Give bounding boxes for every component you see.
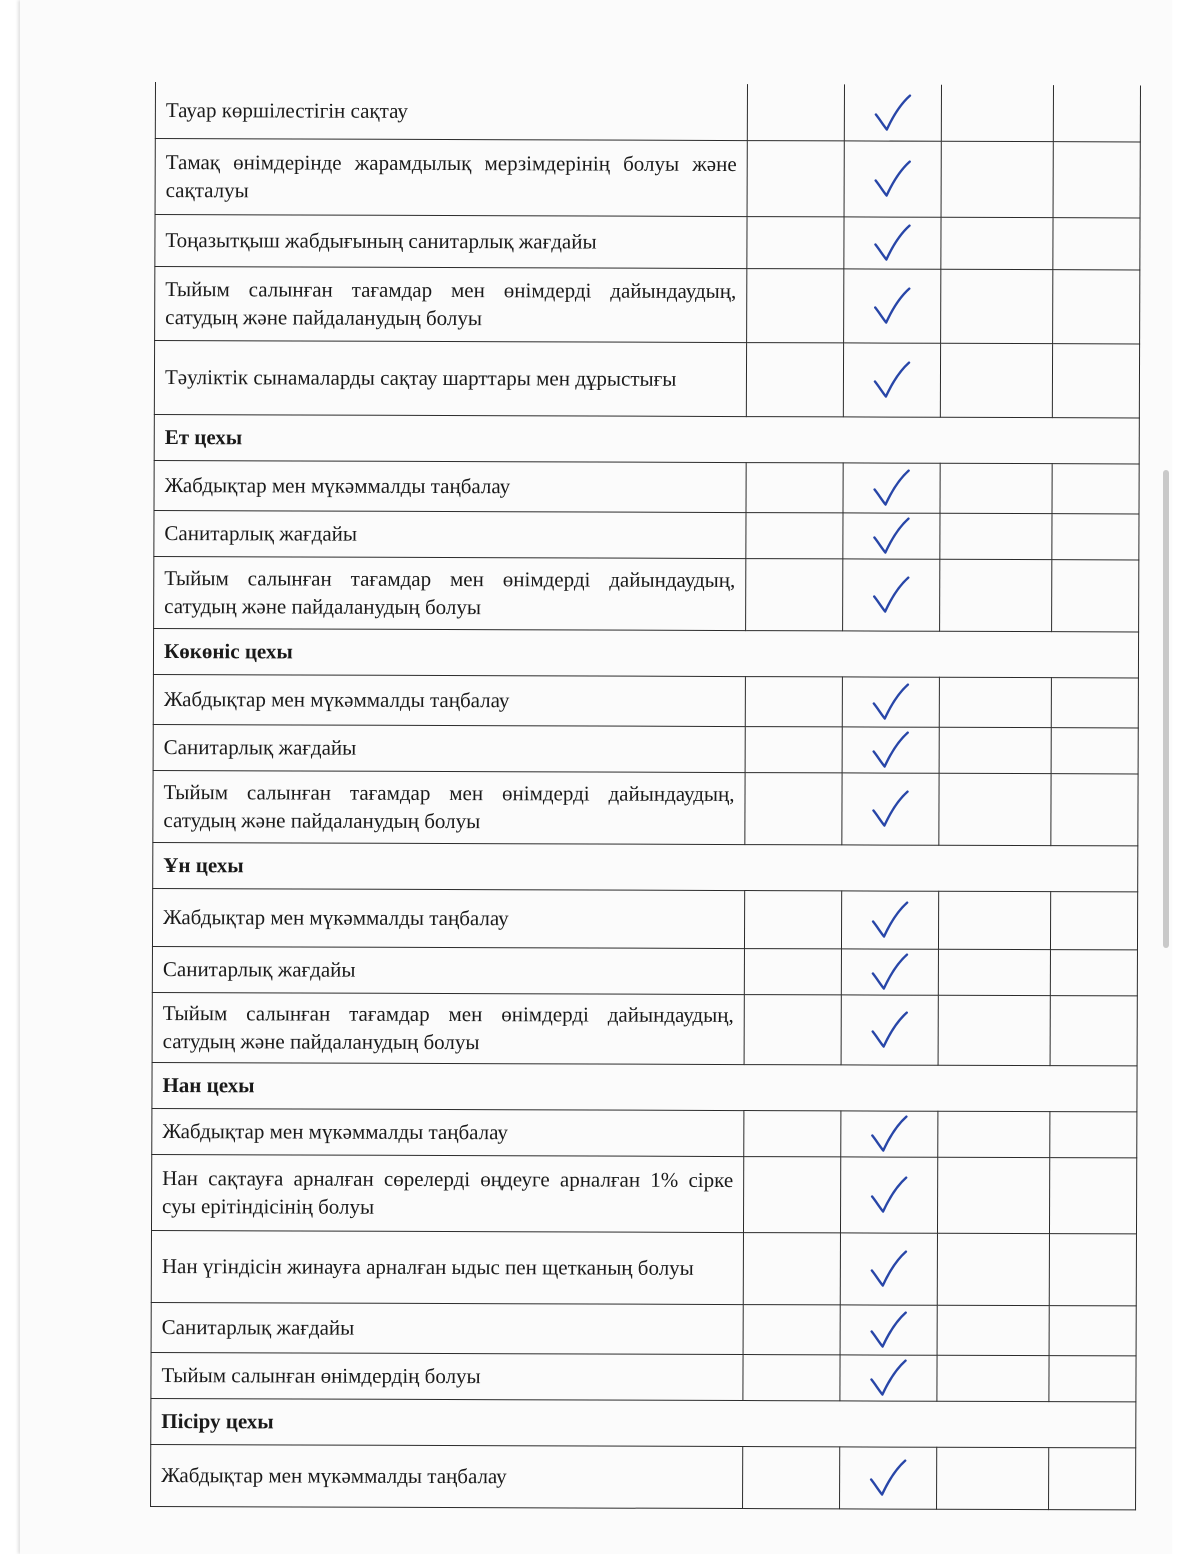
- mark-cell-empty: [937, 1355, 1049, 1401]
- mark-cell-empty: [746, 558, 843, 630]
- mark-cell-empty: [746, 462, 843, 512]
- mark-cell-empty: [937, 1447, 1049, 1509]
- mark-cell-empty: [940, 463, 1052, 513]
- check-mark-icon: [869, 1009, 911, 1049]
- mark-cell-empty: [940, 559, 1052, 631]
- check-mark-icon: [871, 468, 913, 508]
- criterion-label: Жабдықтар мен мүкәммалды таңбалау: [153, 674, 745, 726]
- criterion-label: Тыйым салынған тағамдар мен өнімдерді дайындаудың, сатудың және пайдаланудың болуы: [153, 770, 745, 844]
- mark-cell-checked: [842, 726, 939, 772]
- section-row: [151, 1398, 1136, 1447]
- mark-cell-empty: [746, 342, 843, 416]
- mark-cell-empty: [1052, 559, 1139, 631]
- mark-cell-empty: [938, 995, 1050, 1065]
- mark-cell-empty: [744, 1110, 841, 1156]
- section-row: [153, 842, 1138, 891]
- mark-cell-empty: [1049, 1447, 1136, 1509]
- criterion-label: Жабдықтар мен мүкәммалды таңбалау: [154, 460, 746, 512]
- check-mark-icon: [869, 788, 911, 828]
- check-mark-icon: [871, 223, 913, 263]
- mark-cell-empty: [939, 677, 1051, 727]
- check-mark-icon: [870, 729, 912, 769]
- table-row: [152, 946, 1137, 995]
- criterion-label: Тамақ өнімдерінде жарамдылық мерзімдерінің болуы және сақталуы: [155, 138, 747, 216]
- mark-cell-empty: [939, 773, 1051, 845]
- mark-cell-empty: [745, 772, 842, 844]
- mark-cell-checked: [841, 1110, 938, 1156]
- mark-cell-checked: [844, 84, 941, 140]
- mark-cell-empty: [1051, 677, 1138, 727]
- section-title: Ұн цехы: [153, 842, 1138, 891]
- check-mark-icon: [872, 92, 914, 132]
- table-row: [151, 1154, 1136, 1233]
- mark-cell-checked: [840, 1446, 937, 1508]
- table-row: [155, 82, 1140, 141]
- mark-cell-empty: [747, 84, 844, 140]
- check-mark-icon: [868, 1174, 910, 1214]
- mark-cell-empty: [1049, 1157, 1136, 1233]
- mark-cell-checked: [843, 558, 940, 630]
- table-row: [154, 460, 1139, 513]
- table-row: [151, 1230, 1136, 1305]
- check-mark-icon: [867, 1357, 909, 1397]
- mark-cell-empty: [940, 343, 1052, 417]
- mark-cell-checked: [841, 948, 938, 994]
- mark-cell-empty: [747, 216, 844, 268]
- mark-cell-empty: [1051, 727, 1138, 773]
- table-row: [154, 510, 1139, 559]
- mark-cell-empty: [939, 727, 1051, 773]
- mark-cell-empty: [937, 1305, 1049, 1355]
- section-title: Ет цехы: [154, 414, 1139, 463]
- check-mark-icon: [868, 1113, 910, 1153]
- table-row: [155, 138, 1140, 217]
- checklist-body: [151, 82, 1141, 1509]
- table-row: [155, 214, 1140, 269]
- section-title: Пісіру цехы: [151, 1398, 1136, 1447]
- criterion-label: Санитарлық жағдайы: [152, 946, 744, 994]
- section-row: [153, 628, 1138, 677]
- criterion-label: Санитарлық жағдайы: [151, 1302, 743, 1354]
- mark-cell-empty: [1050, 949, 1137, 995]
- criterion-label: Санитарлық жағдайы: [153, 724, 745, 772]
- mark-cell-checked: [843, 512, 940, 558]
- criterion-label: Санитарлық жағдайы: [154, 510, 746, 558]
- table-row: [154, 556, 1139, 631]
- mark-cell-empty: [745, 726, 842, 772]
- mark-cell-empty: [743, 1304, 840, 1354]
- mark-cell-empty: [1049, 1233, 1136, 1305]
- mark-cell-checked: [840, 1232, 937, 1304]
- criterion-label: Нан үгіндісін жинауға арналған ыдыс пен щетканың болуы: [151, 1230, 743, 1304]
- mark-cell-empty: [1052, 343, 1139, 417]
- mark-cell-empty: [743, 1156, 840, 1232]
- section-row: [154, 414, 1139, 463]
- check-mark-icon: [870, 574, 912, 614]
- mark-cell-checked: [842, 676, 939, 726]
- mark-cell-empty: [745, 676, 842, 726]
- table-row: [152, 1108, 1137, 1157]
- check-mark-icon: [872, 159, 914, 199]
- section-title: Нан цехы: [152, 1062, 1137, 1111]
- mark-cell-empty: [1050, 891, 1137, 949]
- mark-cell-checked: [841, 890, 938, 948]
- mark-cell-empty: [1049, 1355, 1136, 1401]
- mark-cell-empty: [938, 1111, 1050, 1157]
- mark-cell-checked: [840, 1354, 937, 1400]
- mark-cell-empty: [743, 1446, 840, 1508]
- mark-cell-empty: [941, 141, 1053, 217]
- mark-cell-checked: [843, 342, 940, 416]
- check-mark-icon: [871, 360, 913, 400]
- criterion-label: Нан сақтауға арналған сөрелерді өңдеуге арналған 1% сірке суы ерітіндісінің болуы: [151, 1154, 743, 1232]
- mark-cell-empty: [1052, 463, 1139, 513]
- table-row: [154, 340, 1139, 417]
- mark-cell-empty: [937, 1157, 1049, 1233]
- mark-cell-checked: [841, 994, 938, 1064]
- table-row: [153, 724, 1138, 773]
- check-mark-icon: [869, 899, 911, 939]
- vertical-scrollbar[interactable]: [1163, 470, 1169, 948]
- mark-cell-empty: [1052, 513, 1139, 559]
- mark-cell-empty: [1053, 141, 1140, 217]
- criterion-label: Тыйым салынған тағамдар мен өнімдерді дайындаудың, сатудың және пайдаланудың болуы: [155, 266, 747, 342]
- check-mark-icon: [870, 516, 912, 556]
- mark-cell-empty: [744, 890, 841, 948]
- criterion-label: Тыйым салынған тағамдар мен өнімдерді дайындаудың, сатудың және пайдаланудың болуы: [154, 556, 746, 630]
- table-row: [153, 674, 1138, 727]
- table-row: [155, 266, 1140, 343]
- mark-cell-empty: [1049, 1305, 1136, 1355]
- check-mark-icon: [871, 286, 913, 326]
- criterion-label: Тыйым салынған өнімдердің болуы: [151, 1352, 743, 1400]
- table-row: [151, 1444, 1136, 1509]
- table-row: [151, 1302, 1136, 1355]
- criterion-label: Тыйым салынған тағамдар мен өнімдерді дайындаудың, сатудың және пайдаланудың болуы: [152, 992, 744, 1064]
- check-mark-icon: [870, 681, 912, 721]
- mark-cell-empty: [747, 268, 844, 342]
- mark-cell-empty: [941, 217, 1053, 269]
- table-row: [152, 888, 1137, 949]
- table-row: [151, 1352, 1136, 1401]
- mark-cell-empty: [1053, 269, 1140, 343]
- check-mark-icon: [868, 1309, 910, 1349]
- criterion-label: Жабдықтар мен мүкәммалды таңбалау: [151, 1444, 743, 1508]
- criterion-label: Тауар көршілестігін сақтау: [155, 82, 747, 140]
- mark-cell-empty: [743, 1354, 840, 1400]
- mark-cell-checked: [844, 268, 941, 342]
- mark-cell-empty: [940, 513, 1052, 559]
- mark-cell-empty: [1051, 773, 1138, 845]
- checklist-table: [150, 82, 1141, 1510]
- section-row: [152, 1062, 1137, 1111]
- mark-cell-empty: [744, 948, 841, 994]
- check-mark-icon: [869, 951, 911, 991]
- mark-cell-empty: [743, 1232, 840, 1304]
- mark-cell-empty: [1050, 1111, 1137, 1157]
- mark-cell-empty: [1053, 217, 1140, 269]
- criterion-label: Тәуліктік сынамаларды сақтау шарттары мен дұрыстығы: [154, 340, 746, 416]
- mark-cell-checked: [840, 1304, 937, 1354]
- mark-cell-empty: [937, 1233, 1049, 1305]
- mark-cell-empty: [744, 994, 841, 1064]
- section-title: Көкөніс цехы: [153, 628, 1138, 677]
- mark-cell-checked: [840, 1156, 937, 1232]
- criterion-label: Жабдықтар мен мүкәммалды таңбалау: [152, 1108, 744, 1156]
- table-row: [152, 992, 1137, 1065]
- check-mark-icon: [867, 1457, 909, 1497]
- mark-cell-empty: [1050, 995, 1137, 1065]
- mark-cell-empty: [938, 949, 1050, 995]
- mark-cell-empty: [746, 512, 843, 558]
- table-row: [153, 770, 1138, 845]
- check-mark-icon: [868, 1248, 910, 1288]
- mark-cell-checked: [844, 216, 941, 268]
- mark-cell-empty: [938, 891, 1050, 949]
- mark-cell-empty: [941, 85, 1053, 141]
- mark-cell-checked: [843, 462, 940, 512]
- criterion-label: Жабдықтар мен мүкәммалды таңбалау: [152, 888, 744, 948]
- mark-cell-empty: [747, 140, 844, 216]
- criterion-label: Тоңазытқыш жабдығының санитарлық жағдайы: [155, 214, 747, 268]
- mark-cell-empty: [941, 269, 1053, 343]
- mark-cell-empty: [1053, 85, 1140, 141]
- mark-cell-checked: [844, 140, 941, 216]
- mark-cell-checked: [842, 772, 939, 844]
